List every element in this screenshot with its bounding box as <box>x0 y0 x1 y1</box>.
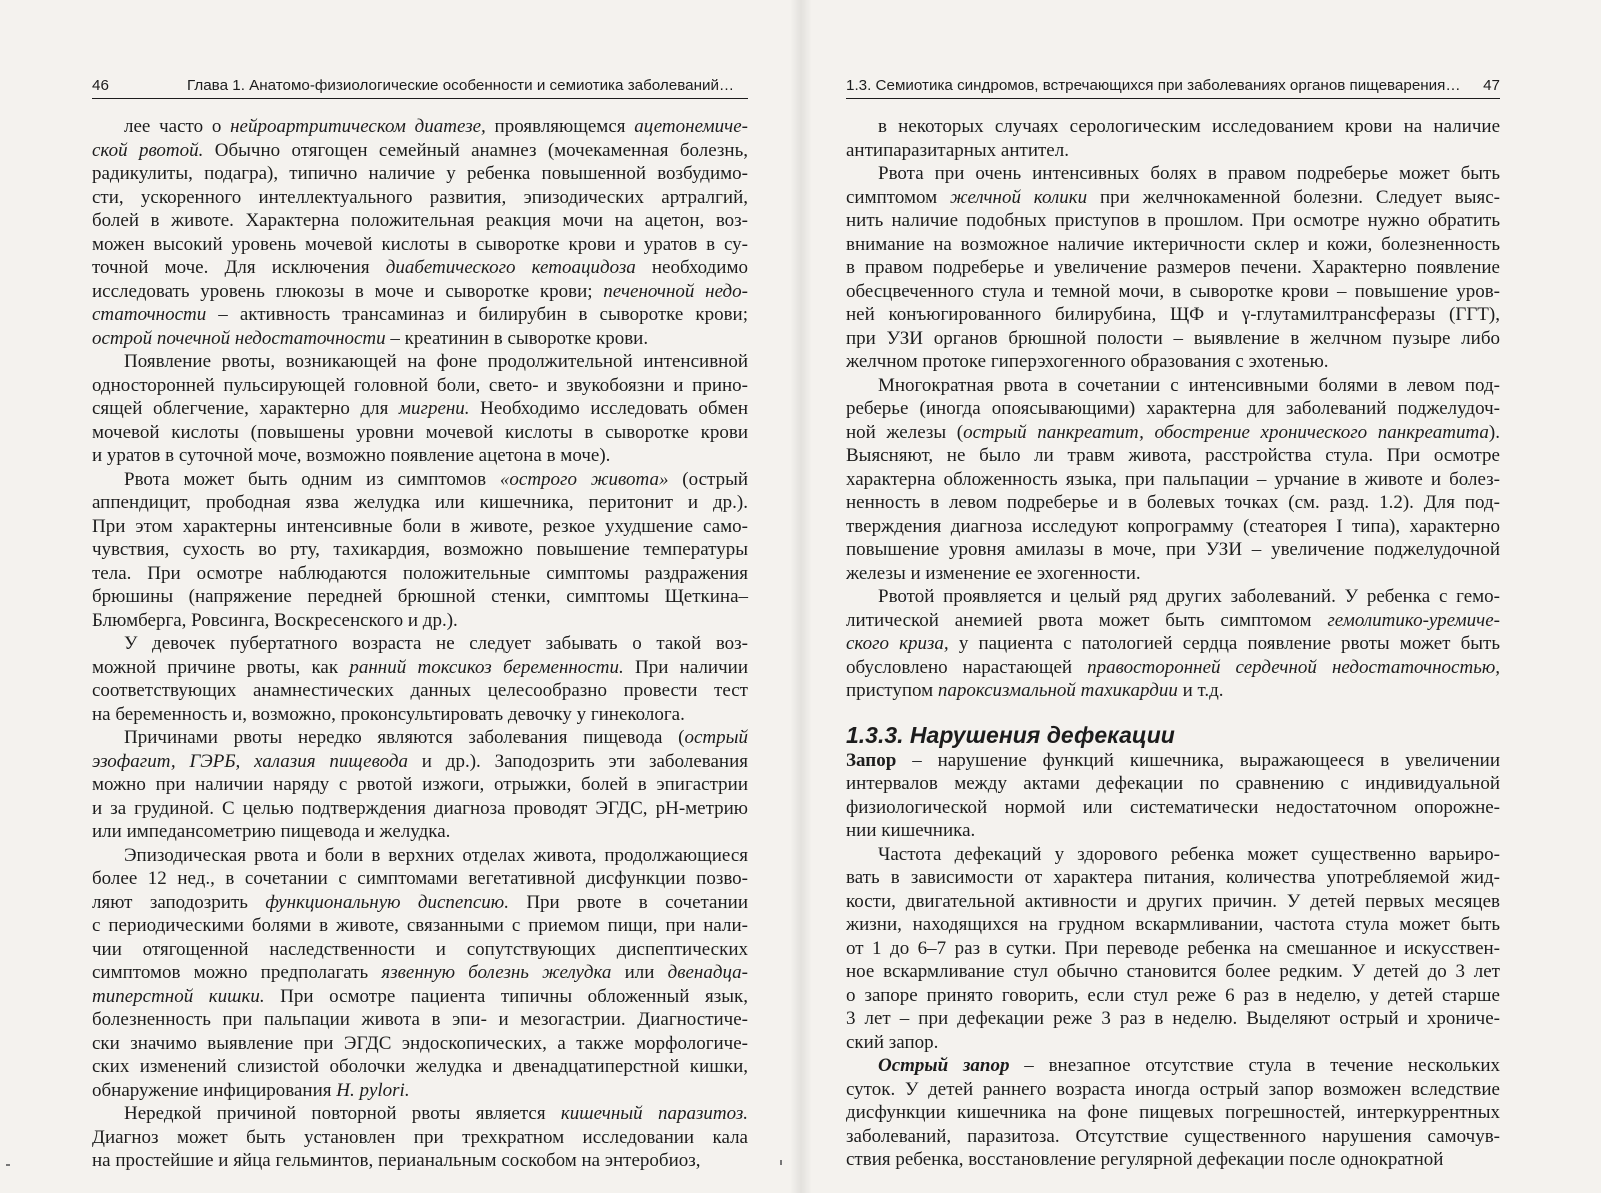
text-run: Блюмберга, Ровсинга, Воскресенского и др.). <box>92 609 458 631</box>
text-line <box>846 679 1500 703</box>
text-run: антипаразитарных антител. <box>846 139 1069 161</box>
text-line <box>846 632 1500 656</box>
emphasis-text: мигрени. <box>398 398 470 419</box>
text-run: кости, двигательной активности и других причин. У детей первых месяцев <box>846 890 1500 912</box>
right-running-head-title: 1.3. Семиотика синдромов, встречающихся при заболеваниях органов пищеварения… <box>846 77 1461 94</box>
text-run: нии кишечника. <box>846 820 976 841</box>
text-run: ляют заподозрить <box>92 891 266 913</box>
text-line <box>846 444 1500 468</box>
text-run: ной железы ( <box>846 421 964 443</box>
emphasis-text: нейроартритическом диатезе, <box>230 116 486 137</box>
text-line <box>846 233 1500 257</box>
text-run: на беременность и, возможно, проконсультировать девочку у гинеколога. <box>92 703 685 725</box>
text-run: – внезапное отсутствие стула в течение нескольких <box>1009 1055 1500 1076</box>
text-run: и уратов в суточной моче, возможно появление ацетона в моче). <box>92 445 611 466</box>
text-line <box>846 1125 1500 1149</box>
paragraph <box>92 726 748 844</box>
text-run: в правом подреберье и увеличение размеров печени. Характерно появление <box>846 257 1500 278</box>
text-run: проявляющемся <box>485 116 635 137</box>
text-run: можно при наличии наряду с рвотой изжоги, отрыжки, болей в эпигастрии <box>92 774 748 795</box>
left-page-body <box>92 115 748 1173</box>
text-line <box>846 468 1500 492</box>
text-line <box>92 985 748 1009</box>
text-run: При рвоте в сочетании <box>508 891 748 913</box>
text-run: 3 лет – при дефекации реже 3 раз в неделю. Выделяют острый и хрониче- <box>846 1008 1500 1029</box>
text-line <box>92 468 748 492</box>
text-run: симптомом <box>846 186 951 208</box>
text-run: можной причине рвоты, как <box>92 656 350 678</box>
text-line <box>92 1079 748 1103</box>
paragraph <box>92 632 748 726</box>
text-line <box>92 844 748 868</box>
text-run: ненность в левом подреберье и в болевых точках (см. разд. 1.2). Для под- <box>846 492 1500 513</box>
text-run: приступом <box>846 680 938 701</box>
paragraph <box>92 350 748 468</box>
text-line <box>846 585 1500 609</box>
text-line <box>92 891 748 915</box>
text-line <box>846 937 1500 961</box>
text-run: – креатинин в сыворотке крови. <box>385 327 649 349</box>
text-run: Нередкой причиной повторной рвоты является <box>124 1103 561 1124</box>
text-line <box>92 1055 748 1079</box>
emphasis-text: эзофагит, ГЭРБ, халазия пищевода <box>92 750 408 772</box>
text-line <box>846 421 1500 445</box>
text-run: При наличии <box>623 656 748 678</box>
scan-speck <box>6 1164 10 1166</box>
emphasis-text: статочности <box>92 304 207 325</box>
text-line <box>846 1078 1500 1102</box>
section-heading: 1.3.3. Нарушения дефекации <box>846 721 1175 748</box>
text-line <box>92 797 748 821</box>
emphasis-text: диабетического кетоацидоза <box>385 257 636 278</box>
text-run: радикулиты, подагра), типично наличие у ребенка повышенной возбудимо- <box>92 163 748 184</box>
text-run: симптомов можно предполагать <box>92 962 382 983</box>
text-line <box>846 772 1500 796</box>
text-run: Многократная рвота в сочетании с интенсивными болями в левом под- <box>878 374 1500 396</box>
text-run: ствия ребенка, восстановление регулярной дефекации после однократной <box>846 1149 1444 1170</box>
text-run: о запоре принято говорить, если стул реже 6 раз в неделю, у детей старше <box>846 984 1500 1006</box>
emphasis-text: пароксизмальной тахикардии <box>937 680 1178 701</box>
paragraph <box>92 1102 748 1173</box>
text-run: При этом характерны интенсивные боли в животе, резкое ухудшение само- <box>92 515 748 537</box>
text-run: (острый <box>668 468 749 490</box>
text-run: болезненность при пальпации живота в эпи- и мезогастрии. Диагностиче- <box>92 1009 748 1030</box>
text-line <box>846 350 1500 374</box>
text-line <box>92 1149 748 1173</box>
text-run: желчном протоке гиперэхогенного образования с эхотенью. <box>846 351 1329 372</box>
text-line <box>92 233 748 257</box>
text-run: интервалов между актами дефекации по сравнению с индивидуальной <box>846 773 1500 794</box>
paragraph <box>846 115 1500 162</box>
text-run: брюшины (напряжение передней брюшной стенки, симптомы Щеткина– <box>92 586 748 607</box>
paragraph <box>846 162 1500 374</box>
text-run: ). <box>1488 421 1500 443</box>
text-line <box>846 515 1500 539</box>
text-line <box>92 256 748 280</box>
text-line <box>92 421 748 445</box>
text-line <box>92 139 748 163</box>
text-run: можен высокий уровень мочевой кислоты в сыворотке крови и уратов в су- <box>92 233 748 255</box>
paragraph <box>846 585 1500 703</box>
text-line <box>846 162 1500 186</box>
paragraph <box>846 749 1500 843</box>
text-run: ских изменений слизистой оболочки желудка и двенадцатиперстной кишки, <box>92 1056 748 1077</box>
emphasis-text: ранний токсикоз беременности. <box>349 656 624 678</box>
text-line <box>92 397 748 421</box>
paragraph <box>92 844 748 1103</box>
text-run: Диагноз может быть установлен при трехкратном исследовании кала <box>92 1126 748 1148</box>
text-line <box>846 960 1500 984</box>
text-run: – нарушение функций кишечника, выражающееся в увеличении <box>896 749 1500 771</box>
emphasis-text: желчной колики <box>950 186 1088 208</box>
emphasis-text: Запор <box>846 749 897 771</box>
text-line <box>92 961 748 985</box>
text-line <box>92 914 748 938</box>
emphasis-text: правосторонней сердечной недостаточностью, <box>1087 656 1500 678</box>
text-run: Эпизодическая рвота и боли в верхних отделах живота, продолжающиеся <box>124 844 748 866</box>
text-run: аппендицит, прободная язва желудка или кишечника, перитонит и др.). <box>92 492 748 513</box>
left-running-head-title: Глава 1. Анатомо-физиологические особенности и семиотика заболеваний… <box>187 77 735 94</box>
text-line <box>846 819 1500 843</box>
text-line <box>846 256 1500 280</box>
text-line <box>846 1054 1500 1078</box>
text-line <box>846 491 1500 515</box>
text-line <box>846 562 1500 586</box>
text-line <box>846 280 1500 304</box>
right-page <box>846 74 1500 1172</box>
text-run: Рвотой проявляется и целый ряд других заболеваний. У ребенка с гемо- <box>878 586 1500 607</box>
text-run: и др.). Заподозрить эти заболевания <box>407 750 748 772</box>
right-running-head <box>846 74 1500 99</box>
text-run: в некоторых случаях серологическим исследованием крови на наличие <box>878 116 1500 137</box>
emphasis-text: ацетонемиче- <box>634 116 748 137</box>
text-run: реберье (иногда опоясывающими) характерна для заболеваний поджелудоч- <box>846 398 1500 419</box>
emphasis-text: ской рвотой. <box>92 139 204 161</box>
text-run: с периодическими болями в животе, связанными с приемом пищи, при нали- <box>92 915 748 936</box>
text-line <box>846 866 1500 890</box>
text-run: необходимо <box>635 257 748 278</box>
text-run: тверждения диагноза исследуют копрограмму (стеаторея I типа), характерно <box>846 515 1500 537</box>
text-line <box>92 1126 748 1150</box>
paragraph <box>846 374 1500 586</box>
text-line <box>846 984 1500 1008</box>
emphasis-text: острый <box>684 727 748 748</box>
text-run: ное вскармливание стул обычно становится более редким. У детей до 3 лет <box>846 961 1500 982</box>
left-page <box>92 74 748 1173</box>
scan-speck <box>780 1160 782 1165</box>
text-run: или импедансометрию пищевода и желудка. <box>92 821 451 842</box>
text-run: Рвота при очень интенсивных болях в правом подреберье может быть <box>878 163 1500 184</box>
text-line <box>846 1148 1500 1172</box>
text-line <box>846 327 1500 351</box>
text-run: физиологической нормой или систематически недостаточном опорожне- <box>846 796 1500 818</box>
text-line <box>846 656 1500 680</box>
text-line <box>92 491 748 515</box>
text-run: болей в животе. Характерна положительная реакция мочи на ацетон, воз- <box>92 210 748 231</box>
paragraph <box>92 115 748 350</box>
text-run: односторонней пульсирующей головной боли, свето- и звукобоязни и прино- <box>92 374 748 396</box>
text-run: у пациента с патологией сердца появление рвоты может быть <box>948 633 1500 654</box>
text-line <box>92 867 748 891</box>
text-line <box>92 303 748 327</box>
text-run: – активность трансаминаз и билирубин в сыворотке крови; <box>206 304 748 325</box>
text-run: Появление рвоты, возникающей на фоне продолжительной интенсивной <box>124 351 748 372</box>
text-line <box>92 538 748 562</box>
text-run: характерна обложенность языка, при пальпации – урчание в животе и болез- <box>846 468 1500 490</box>
emphasis-text: ского криза, <box>846 633 949 654</box>
text-run: от 1 до 6–7 раз в сутки. При переводе ребенка на смешанное и искусствен- <box>846 937 1500 959</box>
text-line <box>92 186 748 210</box>
text-line <box>846 303 1500 327</box>
text-run: Выясняют, не было ли травм живота, расстройства стула. При осмотре <box>846 445 1500 466</box>
emphasis-text: печеночной недо- <box>603 280 748 302</box>
text-run: железы и изменение ее эхогенности. <box>846 562 1141 584</box>
text-run: ский запор. <box>846 1031 939 1053</box>
text-line <box>846 890 1500 914</box>
text-run: мочевой кислоты (повышены уровни мочевой кислоты в сыворотке крови <box>92 421 748 443</box>
left-page-number: 46 <box>92 77 109 94</box>
text-run: исследовать уровень глюкозы в моче и сыворотке крови; <box>92 280 604 302</box>
text-run: Причинами рвоты нередко являются заболевания пищевода ( <box>124 727 685 748</box>
text-run: точной моче. Для исключения <box>92 257 386 278</box>
text-line <box>846 749 1500 773</box>
text-line <box>92 632 748 656</box>
emphasis-text: типерстной кишки. <box>92 985 265 1007</box>
text-line <box>92 515 748 539</box>
text-run: суток. У детей раннего возраста иногда острый запор возможен вследствие <box>846 1078 1500 1100</box>
text-line <box>846 1101 1500 1125</box>
text-run: Обычно отягощен семейный анамнез (мочекаменная болезнь, <box>203 139 749 161</box>
text-run: тела. При осмотре наблюдаются положительные симптомы раздражения <box>92 562 748 584</box>
text-run: лее часто о <box>124 116 231 137</box>
text-line <box>846 843 1500 867</box>
paragraph <box>846 843 1500 1055</box>
text-line <box>846 186 1500 210</box>
text-run: обесцвеченного стула и темной мочи, в сыворотке крови – повышение уров- <box>846 280 1500 302</box>
text-run: Частота дефекаций у здорового ребенка может существенно варьиро- <box>878 843 1500 865</box>
text-line <box>92 115 748 139</box>
emphasis-text: острый панкреатит, обострение хронического панкреатита <box>963 421 1489 443</box>
text-run: соответствующих анамнестических данных целесообразно провести тест <box>92 680 748 701</box>
text-line <box>92 585 748 609</box>
text-run: ней конъюгированного билирубина, ЩФ и γ-глутамилтрансферазы (ГГТ), <box>846 304 1500 325</box>
text-line <box>92 750 748 774</box>
text-line <box>846 115 1500 139</box>
text-line <box>92 1008 748 1032</box>
text-line <box>846 1007 1500 1031</box>
text-line <box>92 679 748 703</box>
text-run: и за грудиной. С целью подтверждения диагноза проводят ЭГДС, pH-метрию <box>92 797 748 819</box>
text-line <box>846 397 1500 421</box>
text-run: на простейшие и яйца гельминтов, перианальным соскобом на энтеробиоз, <box>92 1150 701 1171</box>
text-line <box>846 796 1500 820</box>
text-run: жизни, находящихся на грудном вскармливании, частота стула может быть <box>846 914 1500 935</box>
text-run: внимание на возможное наличие иктеричности склер и кожи, болезненность <box>846 233 1500 255</box>
text-run: чувствия, сухость во рту, тахикардия, возможно повышение температуры <box>92 539 748 560</box>
right-page-body <box>846 115 1500 703</box>
text-line <box>846 609 1500 633</box>
paragraph <box>846 1054 1500 1172</box>
text-run: нить наличие подобных приступов в прошлом. При осмотре нужно обратить <box>846 210 1500 231</box>
text-run: или <box>611 962 668 983</box>
text-run: При осмотре пациента типичны обложенный язык, <box>264 985 748 1007</box>
text-line <box>92 162 748 186</box>
text-line <box>92 350 748 374</box>
text-line <box>92 609 748 633</box>
emphasis-text: гемолитико-уремиче- <box>1327 609 1500 631</box>
text-run: ски значимо выявление при ЭГДС эндоскопических, а также морфологиче- <box>92 1032 748 1054</box>
text-run: обнаружение инфицирования <box>92 1079 337 1101</box>
emphasis-text: «острого живота» <box>499 468 669 490</box>
emphasis-text: острой почечной недостаточности <box>92 327 386 349</box>
text-line <box>92 820 748 844</box>
text-line <box>92 562 748 586</box>
emphasis-text: H. pylori. <box>336 1079 410 1101</box>
text-line <box>92 1032 748 1056</box>
text-run: при желчнокаменной болезни. Следует выяс- <box>1087 186 1500 208</box>
text-line <box>92 327 748 351</box>
emphasis-text: Острый запор <box>878 1055 1010 1076</box>
text-run: дисфункции кишечника на фоне пищевых погрешностей, интеркуррентных <box>846 1102 1500 1123</box>
text-run: заболеваний, паразитоза. Отсутствие существенного нарушения самочув- <box>846 1125 1500 1147</box>
text-run: вать в зависимости от характера питания, количества употребляемой жид- <box>846 867 1500 888</box>
text-run: Необходимо исследовать обмен <box>469 398 748 419</box>
text-line <box>846 139 1500 163</box>
book-gutter <box>790 0 812 1193</box>
section-body <box>846 749 1500 1172</box>
emphasis-text: кишечный паразитоз. <box>560 1103 748 1124</box>
text-run: повышение уровня амилазы в моче, при УЗИ – увеличение поджелудочной <box>846 539 1500 560</box>
text-line <box>846 538 1500 562</box>
text-line <box>92 280 748 304</box>
text-run: более 12 нед., в сочетании с симптомами вегетативной дисфункции позво- <box>92 868 748 889</box>
text-line <box>92 703 748 727</box>
text-run: Рвота может быть одним из симптомов <box>124 468 500 490</box>
text-line <box>846 913 1500 937</box>
emphasis-text: двенадца- <box>667 962 748 983</box>
text-line <box>92 726 748 750</box>
text-run: при УЗИ органов брюшной полости – выявление в желчном пузыре либо <box>846 327 1500 349</box>
text-run: сти, ускоренного интеллектуального развития, эпизодических артралгий, <box>92 186 748 208</box>
paragraph <box>92 468 748 633</box>
text-line <box>92 209 748 233</box>
text-line <box>846 1031 1500 1055</box>
text-line <box>92 374 748 398</box>
text-run: и т.д. <box>1177 680 1224 701</box>
text-run: сящей облегчение, характерно для <box>92 398 399 419</box>
text-line <box>92 656 748 680</box>
text-line <box>846 209 1500 233</box>
text-line <box>846 374 1500 398</box>
emphasis-text: функциональную диспепсию. <box>265 891 509 913</box>
emphasis-text: язвенную болезнь желудка <box>381 962 612 983</box>
text-run: обусловлено нарастающей <box>846 656 1088 678</box>
text-line <box>92 938 748 962</box>
left-running-head <box>92 74 748 99</box>
text-line <box>92 1102 748 1126</box>
text-line <box>92 444 748 468</box>
text-run: чии отягощенной наследственности и сопутствующих диспептических <box>92 938 748 960</box>
text-line <box>92 773 748 797</box>
text-run: литической анемией рвота может быть симптомом <box>846 609 1328 631</box>
right-page-number: 47 <box>1483 77 1500 94</box>
text-run: У девочек пубертатного возраста не следует забывать о такой воз- <box>124 633 748 654</box>
